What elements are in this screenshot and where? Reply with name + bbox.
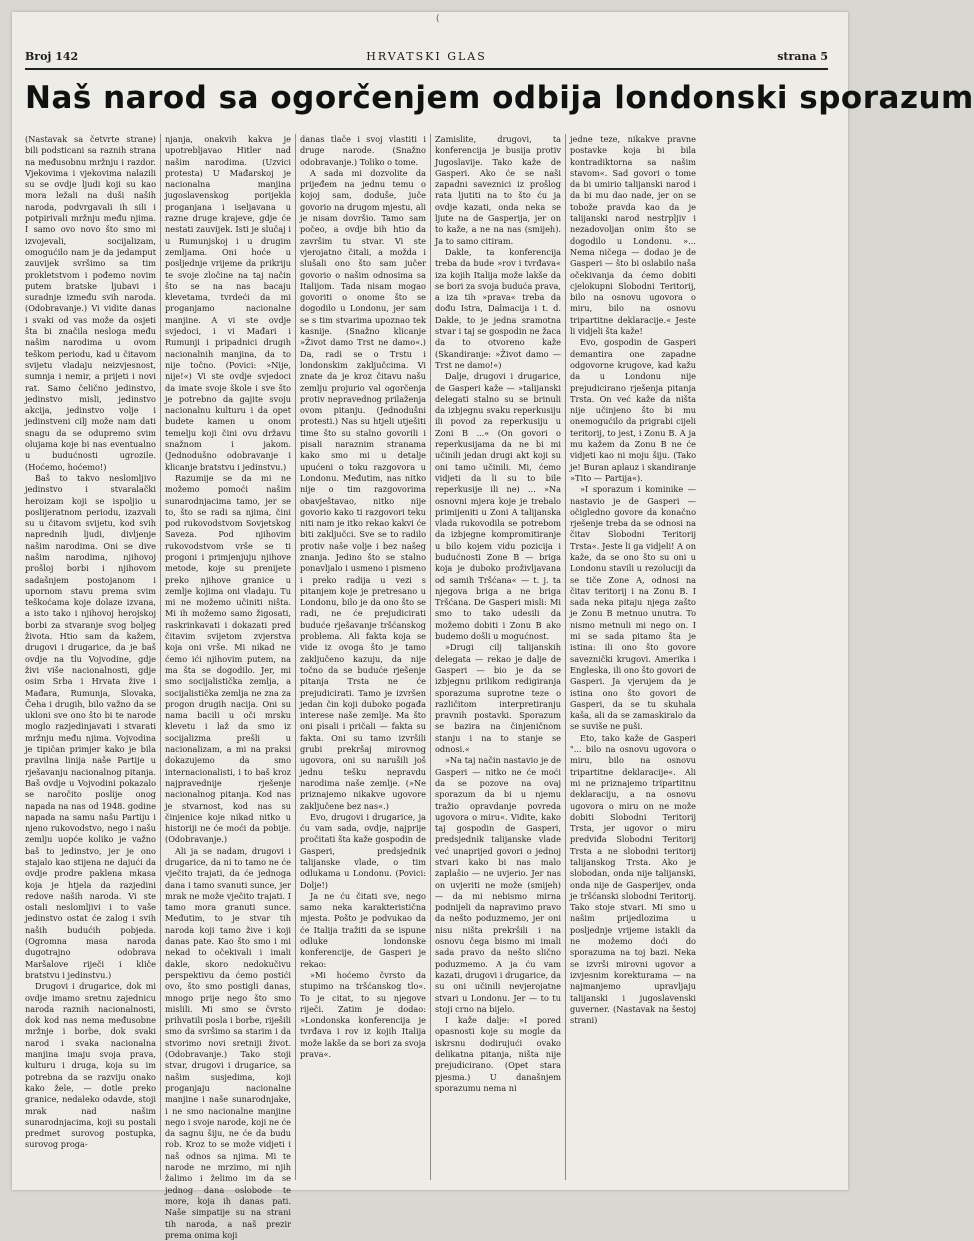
text-column-5 — [565, 134, 700, 1180]
paragraph: »Na taj način nastavio je de Gasperi — nitko ne će moći da se pozove na ovaj sporazum da bi u njemu tražio opravdanje povreda ugovora o miru«. Vidite, kako taj gospodin de Gasperi, predsjednik talijanske vlade već unaprijed govori o jednoj stvari kako bi nas malo zaplašio — ne uvjerio. Jer nas on uvjeriti ne može (smijeh) — da mi nebismo mirna podnijeli da napravimo pravo da nešto poduzmemo, jer oni nisu ništa prekršili i na osnovu čega bismo mi imali sada pravo da nešto slično poduzmemo. A ja ću vam kazati, drugovi i drugarice, da su oni učinili nevjerojatne stvari u Londonu. Jer — to tu stoji crno na bijelo. — [435, 755, 561, 1014]
page-number: strana 5 — [777, 50, 828, 63]
issue-number: Broj 142 — [25, 50, 79, 63]
paragraph: Dalje, drugovi i drugarice, de Gasperi kaže — »talijanski delegati stalno su se brinuli da izbjegnu svaku reperkusiju ili povod za reperkusiju u Zoni B ...« (On govori o reperkusijama da ne bi mi učinili jedan drugi akt koji su oni tamo učinili. Mi, ćemo vidjeti da li su to bile reperkusije ili ne) ... »Na osnovni mjera koje je trebalo primijeniti u Zoni A talijanska vlada rukovodila se potrebom da izbjegne kompromitiranje u bilo kojem vidu pozicija i budućnosti Zone B — briga koja je duboko proživljavana od samih Tršćana« — t. j. ta njegova briga a ne briga Tršćana. De Gasperi misli: Mi smo to tako udesili da možemo dobiti i Zonu B ako budemo došli u mogućnost. — [435, 371, 561, 642]
text-column-3 — [295, 134, 430, 1180]
newspaper-name: HRVATSKI GLAS — [366, 50, 487, 63]
paragraph: »I sporazum i kominike — nastavio je de Gasperi — očigledno govore da konačno rješenje treba da se odnosi na čitav Slobodni Teritorij Trsta«. Jeste li ga vidjeli! A on kaže, da se ono što su oni u Londonu stavili u rezoluciji da se tiče Zone A, odnosi na čitav teritorij i na Zonu B. I sada neka pitaju njega zašto je Zonu B metnuo unutra. To nismo metnuli mi nego on. I mi se sada pitamo šta je istina: ili ono što govore saveznički krugovi. Amerika i Engleska, ili ono što govori de Gasperi. Ja vjerujem da je istina ono što govori de Gasperi, da se tu skuhala kaša, ali da se zamaskiralo da se suviše ne puši. — [570, 484, 696, 732]
paragraph: Evo, gospodin de Gasperi demantira one zapadne odgovorne krugove, kad kažu da u Londonu nije prejudicirano rješenja pitanja Trsta. On već kaže da ništa nije učinjeno što bi mu onemogućilo da prigrabi cijeli teritorij, to jest, i Zonu B. A ja mu kažem da Zonu B ne će vidjeti kao ni moju šiju. (Tako je! Buran aplauz i skandiranje »Tito — Partija«). — [570, 337, 696, 483]
paragraph: I kaže dalje: »I pored opasnosti koje su mogle da iskrsnu dodirujući ovako delikatna pitanja, ništa nije prejudicirano. (Opet stara pjesma.) U današnjem sporazumu nema ni — [435, 1015, 561, 1093]
text-column-4 — [430, 134, 565, 1180]
article-body — [25, 134, 835, 1240]
paragraph: Evo, drugovi i drugarice, ja ću vam sada, ovdje, najprije pročitati šta kaže gospodin de Gasperi, predsjednik talijanske vlade, o tim odlukama u Londonu. (Povici: Dolje!) — [300, 811, 426, 890]
paragraph: Baš to takvo neslomljivo jedinstvo i stvaralački heroizam koji se ispoljio u poslijeratnom periodu, izazvali su u čitavom svijetu, kod svih naprednih ljudi, divljenje našim narodima. Oni se dive našim narodima, njihovoj prošloj borbi i njihovom sadašnjem postojanom i upornom stavu prema svim teškoćama koje dolaze izvana, a isto tako i njihovoj herojskoj borbi za stvaranje svog boljeg života. Htio sam da kažem, drugovi i drugarice, da je baš ovdje na tlu Vojvodine, gdje živi više nacionalnosti, gdje osim Srba i Hrvata žive i Mađara, Rumunja, Slovaka, Čeha i drugih, bilo važno da se ukloni sve ono što bi te narode moglo razjedinjavati i stvarati mržnju među njima. Vojvodina je tipičan primjer kako je bila pravilna linija naše Partije u rješavanju nacionalnog pitanja. Baš ovdje u Vojvodini pokazalo se naročito poslije onog napada na nas od 1948. godine napada na samu našu Partiju i njeno rukovodstvo, nego i našu zemlju uopće koliko je važno baš to jedinstvo, jer je ono stajalo kao stijena ne dajući da ovdje prodre paklena mkasa koja je htjela da razjedini redove naših naroda. Vi ste ostali neslomljivi i to vaše jedinstvo ostat će zalog i svih naših budućih pobjeda. (Ogromna masa naroda dugotrajno odobrava Maršalove riječi i kliče bratstvu i jedinstvu.) — [25, 472, 156, 980]
text-column-1 — [25, 134, 160, 1180]
paragraph: »Mi hoćemo čvrsto da stupimo na tršćanskog tlo«. To je citat, to su njegove riječi. Zatim je dodao: »Londonska konferencija je tvrđava i rov iz kojih Italija može lakše da se bori za svoja prava«. — [300, 969, 426, 1060]
paragraph: »Drugi cilj talijanskih delegata — rekao je dalje de Gasperi — bio je da se izbjegnu prilikom redigiranja sporazuma suprotne teze o različitom interpretiranju pravnih postavki. Sporazum se bazira na činjeničnom stanju i na to stanje se odnosi.« — [435, 642, 561, 755]
top-mark: ( — [436, 14, 440, 24]
paragraph: jedne teze, nikakve pravne postavke koja bi bila kontradiktorna sa našim stavom«. Sad govori o tome da bi umirio talijanski narod i da bi mu dao nade, jer on se tobože pravda kao da je talijanski narod nestrpljiv i nezadovoljan onim što se dogodilo u Londonu. »... Nema ničega — dodao je de Gasperi — što bi oslabilo naša očekivanja da ćemo dobiti cjelokupni Slobodni Teritorij, bilo na osnovu ugovora o miru, bilo na osnovu tripartitne deklaracije.« Jeste li vidjeli šta kaže! — [570, 134, 696, 337]
paragraph: Drugovi i drugarice, dok mi ovdje imamo sretnu zajednicu naroda raznih nacionalnosti, dok kod nas nema međusobne mržnje i borbe, dok svaki narod i svaka nacionalna manjina imaju svoja prava, kulturu i druga, koja su im potrebna da se razviju onako kako žele, — dotle preko granice, nedaleko odavde, stoji mrak nad našim sunarodnjacima, koji su postali predmet surovog postupka, surovog proga- — [25, 981, 156, 1150]
paragraph: danas tlače i svoj vlastiti i druge narode. (Snažno odobravanje.) Toliko o tome. — [300, 134, 426, 167]
article-headline: Naš narod sa ogorčenjem odbija londonski sporazum — [25, 80, 974, 116]
paragraph: (Nastavak sa četvrte strane) bili podsticani sa raznih strana na međusobnu mržnju i razdor. Vjekovima i vjekovima nalazili su se ovdje ljudi koji su kao mora ležali na duši naših naroda, podvrgavali ih sili i potpirivali mržnju među njima. I samo ovo novo što smo mi izvojevali, socijalizam, omogućilo nam je da jedamput zauvijek svršimo sa tim prokletstvom i pođemo novim putem bratske ljubavi i suradnje između svih naroda. (Odobravanje.) Vi vidite danas i svaki od vas može da osjeti šta bi značila nesloga među našim narodima u ovom teškom periodu, kad u čitavom svijetu vladaju neizvjesnost, sumnja i nemir, a prijeti i novi rat. Samo čelično jedinstvo, jedinstvo misli, jedinstvo akcija, jedinstvo volje i jedinstveni cilj može nam dati snagu da se odupremo svim olujama koje bi nas eventualno u budućnosti ugrozile. (Hoćemo, hoćemo!) — [25, 134, 156, 472]
paragraph: A sada mi dozvolite da prijeđem na jednu temu o kojoj sam, doduše, juče govorio na drugom mjestu, ali je nisam dovršio. Tamo sam počeo, a ovdje bih htio da završim tu stvar. Vi ste vjerojatno čitali, a možda i slušali ono što sam jučer govorio o našim odnosima sa Italijom. Tada nisam mogao govoriti o onome što se dogodilo u Londonu, jer sam se s tim stvarima upoznao tek kasnije. (Snažno klicanje »Život damo Trst ne damo«.) Da, radi se o Trstu i londonskim zaključcima. Vi znate da je kroz čitavu našu zemlju projurio val ogorčenja protiv nepravednog prilaženja ovom pitanju. (Jednodušni protesti.) Nas su htjeli utješiti time što su stalno govorili i pisali naraznim stranama kako smo mi u detalje upućeni o toku razgovora u Londonu. Međutim, nas nitko nije o tim razgovorima obavještavao, nitko nije govorio kako ti razgovori teku niti nam je itko rekao kakvi će biti zaključci. Sve se to radilo protiv naše volje i bez našeg znanja. Jedino što se stalno ponavljalo i usmeno i pismeno i preko radija u vezi s pitanjem koje je pretresano u Londonu, bilo je da ono što se radi, ne će prejudicirati buduće rješavanje tršćanskog problema. Ali fakta koja se vide iz ovoga što je tamo zaključeno kazuju, da nije točno da se buduće rješenje pitanja Trsta ne će prejudicirati. Tamo je izvršen jedan čin koji duboko pogađa interese naše zemlje. Ma što oni pisali i pričali — fakta su fakta. Oni su tamo izvršili grubi prekršaj mirovnog ugovora, oni su narušili još jednu tešku nepravdu narodima naše zemlje. (»Ne priznajemo nikakve ugovore zaključene bez nas«.) — [300, 167, 426, 811]
paragraph: Razumije se da mi ne možemo pomoći našim sunarodnjacima tamo, jer se to, što se radi sa njima, čini pod rukovodstvom Sovjetskog Saveza. Pod njihovim rukovodstvom vrše se ti progoni i primjenjuju njihove metode, koje su prenijete preko njihove granice u zemlje kojima oni vladaju. Tu mi ne možemo učiniti ništa. Mi ih možemo samo žigosati, raskrinkavati i dokazati pred čitavim svijetom zvjerstva koja oni vrše. Mi nikad ne ćemo ići njihovim putem, na ma šta se dogodilo. Jer, mi smo socijalistička zemlja, a socijalistička zemlja ne zna za progon drugih nacija. Oni su nama bacili u oči mrsku klevetu i laž da smo iz socijalizma prešli u nacionalizam, a mi na praksi dokazujemo da smo internacionalisti, i to baš kroz najpravednije rješenje nacionalnog pitanja. Kod nas je stvarnost, kod nas su činjenice koje nikad nitko u historiji ne će moći da pobije. (Odobravanje.) — [165, 472, 291, 845]
text-column-2 — [160, 134, 295, 1240]
paragraph: njanja, onakvih kakva je upotrebljavao Hitler nad našim narodima. (Uzvici protesta) U Mađarskoj je nacionalna manjina jugoslavenskog porijekla proganjana i iseljavana u razne druge krajeve, gdje će nestati zauvijek. Isti je slučaj i u Rumunjskoj i u drugim zemljama. Oni hoće u posljednje vrijeme da prikriju te svoje zločine na taj način što se na nas bacaju klevetama, tvrdeći da mi proganjamo nacionalne manjine. A vi ste ovdje svjedoci, i vi Mađari i Rumunji i pripadnici drugih nacionalnih manjina, da to nije točno. (Povici: »Nije, nije!«) Vi ste ovdje svjedoci da imate svoje škole i sve što je potrebno da gajite svoju nacionalnu kulturu i da opet budete kamen u onom temelju koji čini ovu državu snažnom i jakom. (Jednodušno odobravanje i klicanje bratstvu i jedinstvu.) — [165, 134, 291, 472]
paragraph: Ali ja se nadam, drugovi i drugarice, da ni to tamo ne će vječito trajati, da će jednoga dana i tamo svanuti sunce, jer mrak ne može vječito trajati. I tamo mora granuti sunce. Međutim, to je stvar tih naroda koji tamo žive i koji danas pate. Kao što smo i mi nekad to očekivali i imali dakle, skoro nedokučivu perspektivu da ćemo postići ovo, što smo postigli danas, mnogo prije nego što smo mislili. Mi smo se čvrsto prihvatili posla i borbe, riješili smo da svršimo sa starim i da stvorimo novi sretniji život. (Odobravanje.) Tako stoji stvar, drugovi i drugarice, sa našim susjedima, koji proganjaju nacionalne manjine i naše sunarodnjake, i ne smo nacionalne manjine nego i svoje narode, koji ne će da sagnu šiju, ne će da budu rob. Kroz to se može vidjeti i naš odnos sa njima. Mi te narode ne mrzimo, mi njih žalimo i želimo im da se jednog dana oslobode te more, koja ih danas pati. Naše simpatije su na strani tih naroda, a naš prezir prema onima koji — [165, 845, 291, 1240]
paragraph: Ja ne ću čitati sve, nego samo neka karakteristična mjesta. Pošto je podvukao da će Italija tražiti da se ispune odluke londonske konferencije, de Gasperi je rekao: — [300, 890, 426, 969]
newspaper-page — [12, 12, 974, 1240]
paragraph: Eto, tako kaže de Gasperi "... bilo na osnovu ugovora o miru, bilo na osnovu tripartitne deklaracije«. Ali mi ne priznajemo tripartitnu deklaraciju, a na osnovu ugovora o miru on ne može dobiti Slobodni Teritorij Trsta, jer ugovor o miru predviđa Slobodni Teritorij Trsta a ne slobodni teritorij talijanskog Trsta. Ako je slobodan, onda nije talijanski, onda nije de Gasperijev, onda je tršćanski slobodni Teritorij. Tako stoje stvari. Mi smo u našim prijedlozima u posljednje vrijeme istakli da ne možemo doći do sporazuma na toj bazi. Neka se izvrši mirovni ugovor a izvjesnim korekturama — na najmanjemo upravljaju talijanski i jugoslavenski guverner. (Nastavak na šestoj strani) — [570, 732, 696, 1026]
paragraph: Zamislite, drugovi, ta konferencija je busija protiv Jugoslavije. Tako kaže de Gasperi. Ako će se naši zapadni saveznici iz prošlog rata ljutiti na to što ću ja ovdje kazati, onda neka se ljute na de Gasperija, jer on to kaže, a ne na nas (smijeh). Ja to samo citiram. — [435, 134, 561, 246]
header-rule — [25, 68, 828, 70]
running-header — [25, 50, 828, 68]
paragraph: Dakle, ta konferencija treba da bude »rov i tvrđava« iza kojih Italija može lakše da se bori za svoja buduća prava, a iza tih »prava« treba da dođu Istra, Dalmacija i t. d. Dakle, to je jedna sramotna stvar i taj se gospodin ne žaca da to otvoreno kaže (Skandiranje: »Život damo — Trst ne damo!«) — [435, 246, 561, 370]
